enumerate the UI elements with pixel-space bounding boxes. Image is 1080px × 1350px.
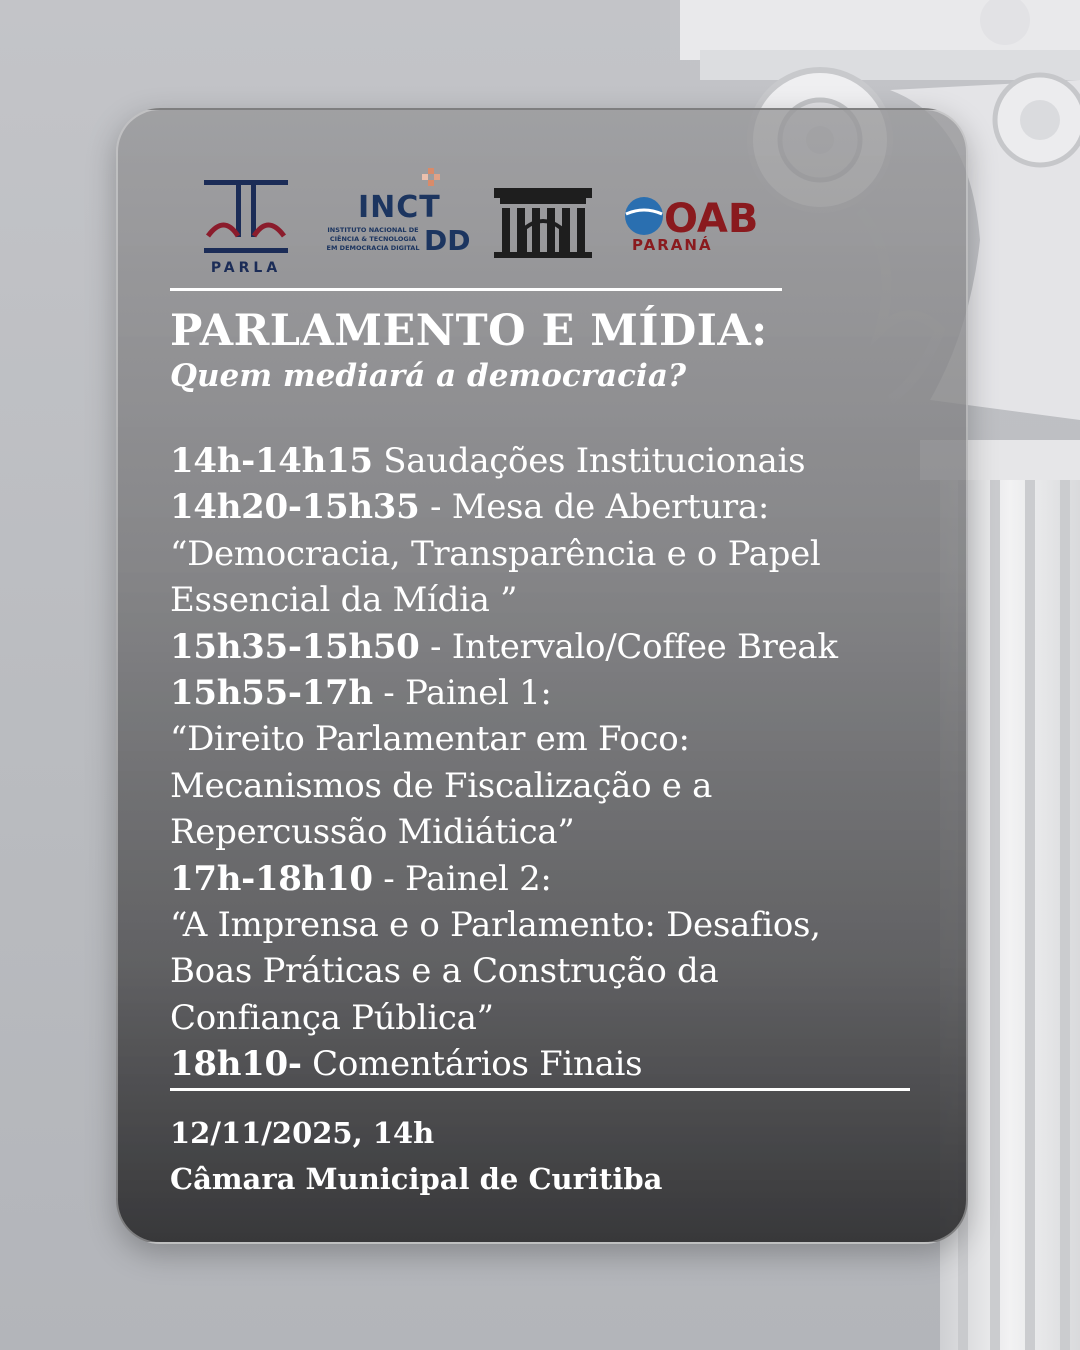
event-subtitle: Quem mediará a democracia? (170, 358, 687, 394)
schedule-line (170, 809, 930, 855)
schedule-text: Boas Práticas e a Construção da (170, 951, 719, 992)
logo-bar (196, 168, 759, 276)
schedule-text: - Mesa de Abertura: (419, 487, 770, 528)
inct-subtitle-line: INSTITUTO NACIONAL DE (327, 226, 419, 234)
schedule-text: Repercussão Midiática” (170, 812, 575, 853)
schedule-text: Confiança Pública” (170, 997, 494, 1038)
inct-subtitle-line: CIÊNCIA & TECNOLOGIA (329, 235, 417, 243)
schedule-line (170, 670, 930, 716)
schedule-list (170, 438, 930, 1088)
inct-dd-logo (316, 168, 486, 262)
schedule-text: - Painel 2: (372, 858, 552, 899)
inct-wordmark: INCT (358, 190, 441, 225)
parla-logo (200, 178, 288, 276)
schedule-line (170, 763, 930, 809)
schedule-line (170, 716, 930, 762)
event-venue: Câmara Municipal de Curitiba (170, 1162, 663, 1196)
schedule-line (170, 856, 930, 902)
schedule-line (170, 577, 930, 623)
camara-building-logo (490, 184, 596, 264)
schedule-line (170, 995, 930, 1041)
event-date: 12/11/2025, 14h (170, 1116, 435, 1150)
oab-mark-icon (624, 192, 759, 242)
schedule-text: Mecanismos de Fiscalização e a (170, 765, 713, 806)
schedule-line (170, 948, 930, 994)
schedule-line (170, 484, 930, 530)
parla-wordmark: PARLA (210, 260, 282, 276)
oab-parana-logo (624, 192, 759, 262)
schedule-text: “Democracia, Transparência e o Papel (170, 533, 821, 574)
schedule-time: 14h-14h15 (170, 441, 373, 481)
schedule-line (170, 1041, 930, 1087)
schedule-text: - Intervalo/Coffee Break (419, 626, 838, 667)
schedule-text: Essencial da Mídia ” (170, 580, 518, 621)
schedule-time: 15h55-17h (170, 673, 373, 714)
schedule-line (170, 438, 930, 484)
parla-mark-icon (200, 178, 292, 258)
event-title: PARLAMENTO E MÍDIA: (170, 306, 768, 356)
schedule-text: - Painel 1: (372, 673, 552, 714)
schedule-line (170, 902, 930, 948)
schedule-time: 17h-18h10 (170, 858, 373, 899)
building-icon (490, 184, 596, 264)
schedule-text: Saudações Institucionais (372, 441, 806, 481)
inct-subtitle (318, 226, 428, 253)
divider-bottom (170, 1088, 910, 1091)
divider-top (170, 288, 782, 291)
schedule-text: “Direito Parlamentar em Foco: (170, 719, 690, 760)
inct-subtitle-line: EM DEMOCRACIA DIGITAL (326, 244, 420, 252)
schedule-line (170, 624, 930, 670)
schedule-text: “A Imprensa e o Parlamento: Desafios, (170, 905, 821, 946)
oab-letters: OAB (664, 196, 759, 242)
oab-region: PARANÁ (632, 236, 713, 254)
schedule-line (170, 531, 930, 577)
schedule-time: 14h20-15h35 (170, 487, 420, 528)
schedule-time: 18h10- (170, 1044, 302, 1085)
inct-dd-wordmark: DD (424, 224, 471, 257)
schedule-text: Comentários Finais (301, 1044, 643, 1085)
schedule-time: 15h35-15h50 (170, 626, 420, 667)
